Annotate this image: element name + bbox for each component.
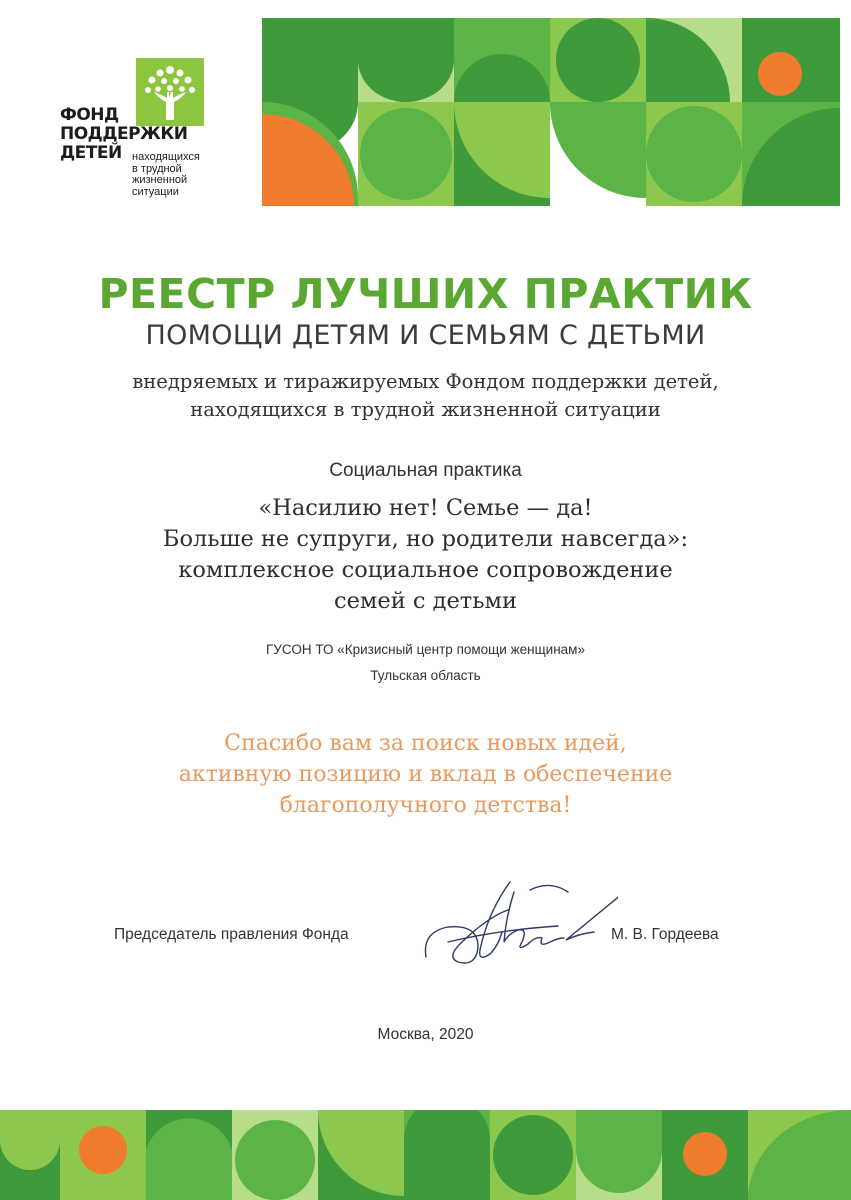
logo-name-line: ПОДДЕРЖКИ xyxy=(60,124,188,144)
thanks-line: благополучного детства! xyxy=(279,793,572,818)
signatory-title: Председатель правления Фонда xyxy=(114,926,349,943)
logo-sub-line: ситуации xyxy=(132,185,179,198)
signatory-name: М. В. Гордеева xyxy=(611,926,719,943)
practice-name-line: «Насилию нет! Семье — да! xyxy=(258,495,593,521)
registry-subtitle: ПОМОЩИ ДЕТЯМ И СЕМЬЯМ С ДЕТЬМИ xyxy=(145,320,706,351)
header-decorative-pattern xyxy=(262,18,840,206)
practice-name xyxy=(0,493,851,617)
logo-sub-line: жизненной xyxy=(132,174,188,186)
logo-subtitle xyxy=(132,152,200,198)
place-and-date: Москва, 2020 xyxy=(377,1026,474,1043)
practice-name-line: семей с детьми xyxy=(334,588,517,614)
description-line: находящихся в трудной жизненной ситуации xyxy=(190,398,661,421)
fund-logo xyxy=(60,58,260,208)
thanks-line: Спасибо вам за поиск новых идей, xyxy=(224,731,627,756)
logo-name-line: ФОНД xyxy=(60,105,119,125)
region-name: Тульская область xyxy=(370,668,481,683)
thanks-line: активную позицию и вклад в обеспечение xyxy=(178,762,673,787)
registry-description xyxy=(0,368,851,424)
practice-name-line: Больше не супруги, но родители навсегда»: xyxy=(162,526,689,552)
logo-name-line: ДЕТЕЙ xyxy=(60,143,122,163)
description-line: внедряемых и тиражируемых Фондом поддержки детей, xyxy=(132,370,719,393)
thanks-message xyxy=(0,728,851,821)
logo-sub-line: находящихся xyxy=(132,151,200,163)
logo-sub-line: в трудной xyxy=(132,162,182,175)
organization-name: ГУСОН ТО «Кризисный центр помощи женщинам» xyxy=(266,642,585,657)
registry-title: РЕЕСТР ЛУЧШИХ ПРАКТИК xyxy=(98,270,753,318)
footer-decorative-pattern xyxy=(0,1110,851,1200)
practice-name-line: комплексное социальное сопровождение xyxy=(178,557,673,583)
practice-label: Социальная практика xyxy=(329,460,522,481)
handwritten-signature xyxy=(418,872,618,982)
